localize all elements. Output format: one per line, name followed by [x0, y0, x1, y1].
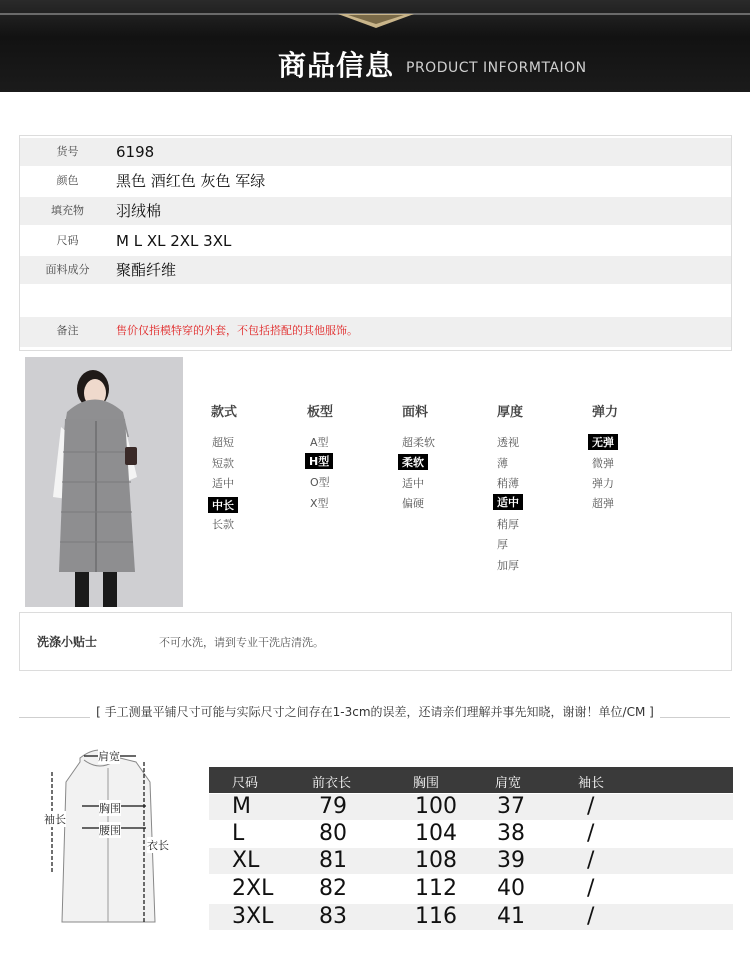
size-cell: / — [587, 904, 595, 929]
attr-option-selected: 中长 — [208, 497, 238, 513]
model-figure-illustration — [25, 357, 183, 607]
size-cell: 100 — [415, 794, 457, 819]
attr-option: 超弹 — [592, 497, 614, 510]
info-label: 颜色 — [56, 174, 79, 187]
model-photo — [25, 357, 183, 607]
remark-text: 售价仅指模特穿的外套，不包括搭配的其他服饰。 — [116, 324, 358, 337]
size-cell: 82 — [319, 876, 347, 901]
info-row-size — [20, 227, 731, 255]
size-col-header: 尺码 — [232, 776, 259, 791]
size-cell: / — [587, 794, 595, 819]
info-row-empty — [20, 286, 731, 314]
attr-option-selected: 柔软 — [398, 454, 428, 470]
wash-tips-text: 不可水洗，请到专业干洗店清洗。 — [159, 636, 324, 649]
size-note-text: [ 手工测量平铺尺寸可能与实际尺寸之间存在1-3cm的误差，还请亲们理解并事先知晓，谢谢！单位/CM ] — [90, 705, 660, 719]
size-cell: 112 — [415, 876, 457, 901]
attr-option: O型 — [310, 476, 330, 489]
size-col-header: 前衣长 — [312, 776, 352, 791]
size-cell: / — [587, 876, 595, 901]
info-value: M L XL 2XL 3XL — [116, 232, 232, 250]
info-row-color — [20, 167, 731, 195]
attr-option-selected: 适中 — [493, 494, 523, 510]
size-col-header: 胸围 — [413, 776, 440, 791]
info-row-sku — [20, 138, 731, 166]
product-info-table — [19, 135, 732, 351]
diagram-label-sleeve: 袖长 — [44, 813, 66, 826]
info-row-remark — [20, 317, 731, 347]
attr-title-style: 款式 — [211, 405, 238, 420]
wash-tips-title: 洗涤小贴士 — [37, 635, 98, 649]
attr-option-selected: 无弹 — [588, 434, 618, 450]
size-cell: 37 — [497, 794, 525, 819]
info-label: 面料成分 — [45, 263, 90, 276]
attr-option: 超短 — [212, 436, 234, 449]
info-value: 黑色 酒红色 灰色 军绿 — [116, 172, 266, 190]
info-label: 备注 — [56, 324, 79, 337]
info-row-filling — [20, 197, 731, 225]
size-table-row — [209, 904, 733, 930]
size-cell: 116 — [415, 904, 457, 929]
size-cell: / — [587, 848, 595, 873]
info-label: 尺码 — [56, 234, 79, 247]
info-row-fabric — [20, 256, 731, 284]
size-cell: XL — [232, 848, 260, 873]
info-label: 货号 — [56, 145, 79, 158]
size-cell: 79 — [319, 794, 347, 819]
size-cell: M — [232, 794, 251, 819]
diagram-label-chest: 胸围 — [99, 802, 121, 815]
header-title-cn: 商品信息 — [278, 49, 395, 82]
diagram-label-shoulder: 肩宽 — [98, 750, 120, 763]
info-value: 羽绒棉 — [116, 202, 162, 220]
header-gold-ornament-inner — [348, 15, 404, 24]
size-cell: 83 — [319, 904, 347, 929]
info-label: 填充物 — [51, 204, 84, 217]
size-cell: 81 — [319, 848, 347, 873]
attr-option: 厚 — [497, 538, 508, 551]
attr-option: 短款 — [212, 457, 234, 470]
size-table-row — [209, 821, 733, 847]
attr-option: 透视 — [497, 436, 519, 449]
size-cell: / — [587, 821, 595, 846]
attr-option: 加厚 — [497, 559, 519, 572]
attr-option: 长款 — [212, 518, 234, 531]
header-title-en: PRODUCT INFORMTAION — [406, 60, 587, 76]
size-cell: 104 — [415, 821, 457, 846]
size-cell: 40 — [497, 876, 525, 901]
size-table-header — [209, 767, 733, 793]
wash-tips-box — [19, 612, 732, 671]
size-cell: 39 — [497, 848, 525, 873]
attr-title-thickness: 厚度 — [497, 405, 524, 420]
attr-option: X型 — [310, 497, 329, 510]
attr-option: 超柔软 — [402, 436, 435, 449]
size-cell: 3XL — [232, 904, 274, 929]
attr-option: 适中 — [402, 477, 424, 490]
attr-option: 偏硬 — [402, 497, 424, 510]
size-table-row — [209, 848, 733, 874]
attr-option: 稍薄 — [497, 477, 519, 490]
attr-option: 薄 — [497, 457, 508, 470]
attr-title-fit: 板型 — [307, 405, 334, 420]
info-value: 6198 — [116, 143, 155, 161]
size-cell: 41 — [497, 904, 525, 929]
size-cell: 2XL — [232, 876, 274, 901]
size-col-header: 袖长 — [578, 776, 605, 791]
size-col-header: 肩宽 — [495, 776, 522, 791]
size-table-row — [209, 794, 733, 820]
size-cell: L — [232, 821, 245, 846]
size-cell: 108 — [415, 848, 457, 873]
attr-option: 适中 — [212, 477, 234, 490]
info-value: 聚酯纤维 — [116, 261, 177, 279]
attr-title-elasticity: 弹力 — [592, 405, 619, 420]
diagram-label-length: 衣长 — [147, 839, 169, 852]
attr-option: 微弹 — [592, 457, 614, 470]
attr-title-fabric: 面料 — [402, 405, 429, 420]
size-table-row — [209, 876, 733, 902]
diagram-label-waist: 腰围 — [99, 824, 121, 837]
size-cell: 38 — [497, 821, 525, 846]
size-note — [0, 701, 750, 720]
attr-option: 弹力 — [592, 477, 614, 490]
attr-option: 稍厚 — [497, 518, 519, 531]
attr-option: A型 — [310, 436, 329, 449]
attr-option-selected: H型 — [305, 453, 333, 469]
size-cell: 80 — [319, 821, 347, 846]
